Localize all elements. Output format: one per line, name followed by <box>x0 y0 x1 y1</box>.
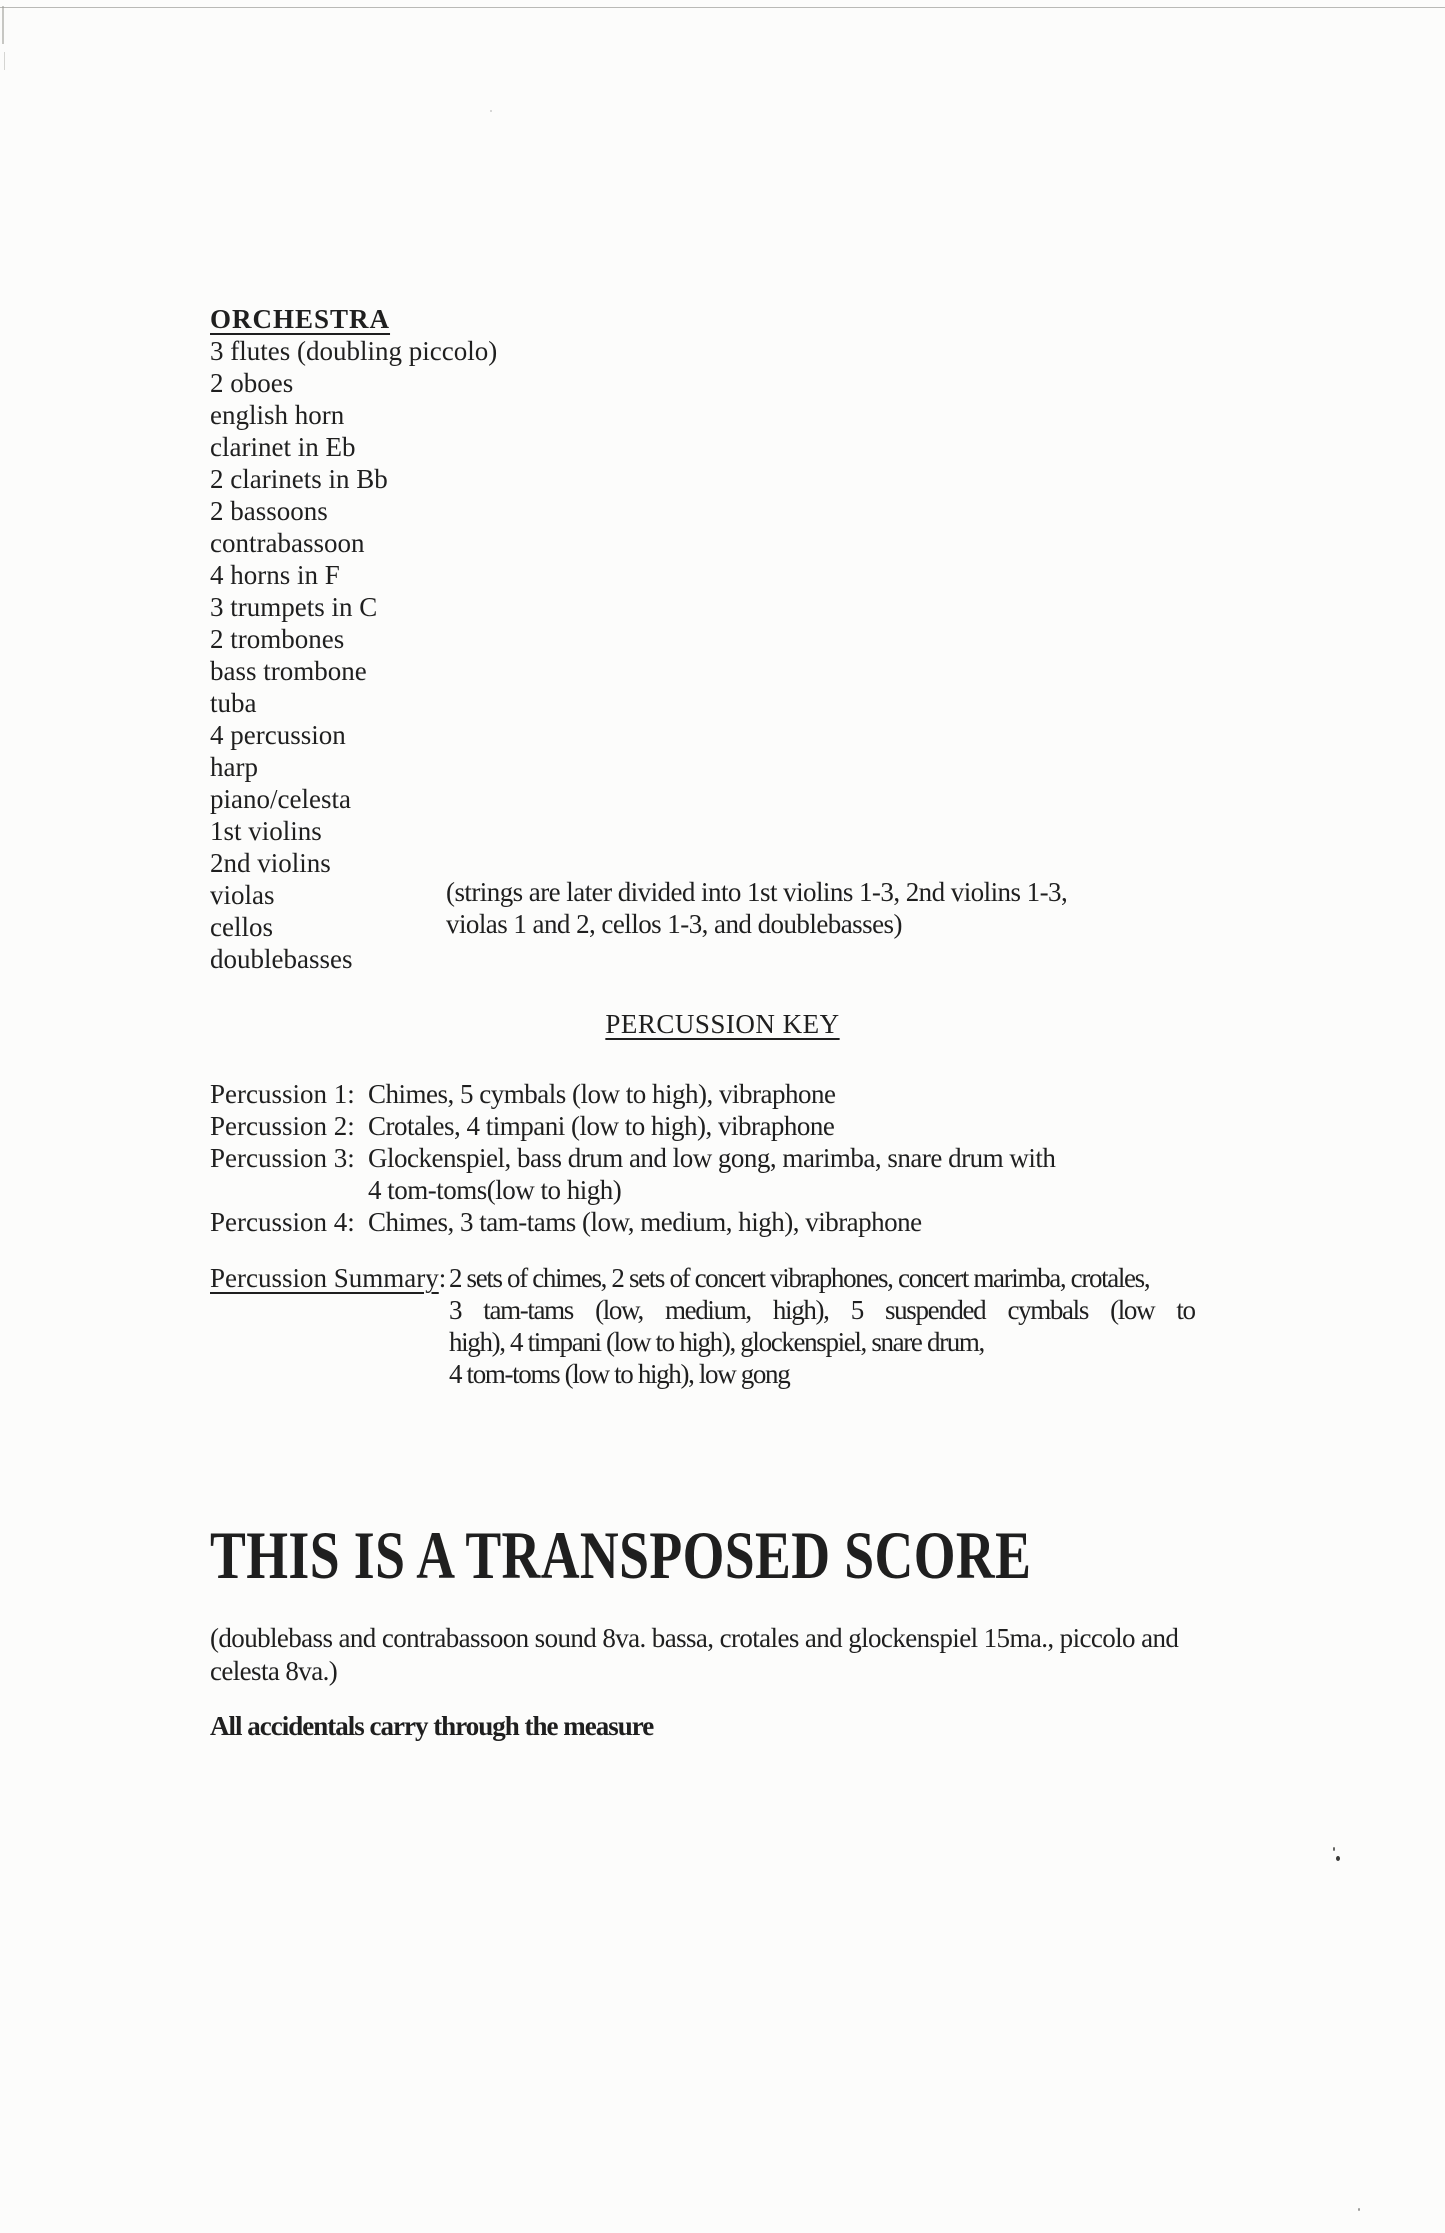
instrument-item: 3 flutes (doubling piccolo) <box>210 336 498 366</box>
scan-edge-mark <box>4 52 5 70</box>
scan-speck <box>1358 2208 1360 2211</box>
instrument-item: 3 trumpets in C <box>210 592 378 622</box>
percussion-entry-2-text: Crotales, 4 timpani (low to high), vibraphone <box>368 1111 835 1141</box>
percussion-entry-3-text: Glockenspiel, bass drum and low gong, marimba, snare drum with <box>368 1143 1056 1173</box>
scan-top-hairline <box>0 7 1445 8</box>
percussion-entry-2 <box>210 1110 1055 1142</box>
instrument-item: contrabassoon <box>210 528 365 558</box>
percussion-entry-1 <box>210 1078 1055 1110</box>
percussion-summary-line: 3 tam-tams (low, medium, high), 5 suspended cymbals (low to <box>449 1295 1195 1325</box>
percussion-summary-label-text: Percussion Summary <box>210 1263 439 1293</box>
instrument-item: 2nd violins <box>210 848 331 878</box>
percussion-summary-line: high), 4 timpani (low to high), glockenspiel, snare drum, <box>449 1327 984 1357</box>
instrument-item: tuba <box>210 688 257 718</box>
instrument-item: 4 percussion <box>210 720 346 750</box>
percussion-entry-3-text-cont: 4 tom-toms(low to high) <box>368 1175 622 1205</box>
instrument-item: 1st violins <box>210 816 322 846</box>
percussion-summary-label <box>210 1262 446 1294</box>
percussion-entry-4 <box>210 1206 1055 1238</box>
percussion-entry-1-label: Percussion 1: <box>210 1079 355 1109</box>
scan-edge-mark <box>2 6 4 44</box>
instrument-item: piano/celesta <box>210 784 351 814</box>
percussion-entry-3 <box>210 1142 1055 1206</box>
instrument-item: cellos <box>210 912 273 942</box>
instrument-item: bass trombone <box>210 656 367 686</box>
percussion-summary-line: 4 tom-toms (low to high), low gong <box>449 1359 790 1389</box>
instrument-item: english horn <box>210 400 345 430</box>
percussion-key-heading-text: PERCUSSION KEY <box>605 1009 840 1039</box>
instrument-item: 4 horns in F <box>210 560 340 590</box>
percussion-summary <box>210 1262 1270 1390</box>
percussion-entry-4-text: Chimes, 3 tam-tams (low, medium, high), vibraphone <box>368 1207 922 1237</box>
transposed-score-heading: THIS IS A TRANSPOSED SCORE <box>210 1517 1032 1593</box>
percussion-summary-line: 2 sets of chimes, 2 sets of concert vibraphones, concert marimba, crotales, <box>449 1263 1150 1293</box>
scan-speck <box>1333 1847 1335 1851</box>
instrument-item: 2 clarinets in Bb <box>210 464 388 494</box>
instrument-item: 2 bassoons <box>210 496 328 526</box>
instrument-item: doublebasses <box>210 944 353 974</box>
transposition-note-line: celesta 8va.) <box>210 1656 338 1686</box>
percussion-entry-3-label: Percussion 3: <box>210 1143 355 1173</box>
percussion-key-heading <box>0 1008 1445 1040</box>
instrument-item: 2 oboes <box>210 368 294 398</box>
strings-note-line: violas 1 and 2, cellos 1-3, and doublebasses) <box>446 909 902 939</box>
transposition-note-line: (doublebass and contrabassoon sound 8va. bassa, crotales and glockenspiel 15ma., piccolo and <box>210 1623 1179 1653</box>
strings-note-line: (strings are later divided into 1st violins 1-3, 2nd violins 1-3, <box>446 877 1068 907</box>
percussion-entry-4-label: Percussion 4: <box>210 1207 355 1237</box>
orchestra-section <box>210 303 497 975</box>
scan-speck <box>490 110 492 112</box>
instrument-item: violas <box>210 880 275 910</box>
percussion-summary-colon: : <box>438 1263 447 1293</box>
percussion-key-list <box>210 1078 1055 1238</box>
orchestra-heading: ORCHESTRA <box>210 304 391 334</box>
instrument-item: harp <box>210 752 258 782</box>
instrument-item: clarinet in Eb <box>210 432 356 462</box>
percussion-summary-text <box>449 1262 1249 1390</box>
percussion-entry-1-text: Chimes, 5 cymbals (low to high), vibraphone <box>368 1079 836 1109</box>
accidentals-note: All accidentals carry through the measure <box>210 1711 654 1741</box>
strings-division-note <box>446 876 1067 940</box>
transposition-note <box>210 1622 1178 1688</box>
percussion-entry-2-label: Percussion 2: <box>210 1111 355 1141</box>
instrument-item: 2 trombones <box>210 624 345 654</box>
scan-speck <box>1336 1856 1340 1861</box>
